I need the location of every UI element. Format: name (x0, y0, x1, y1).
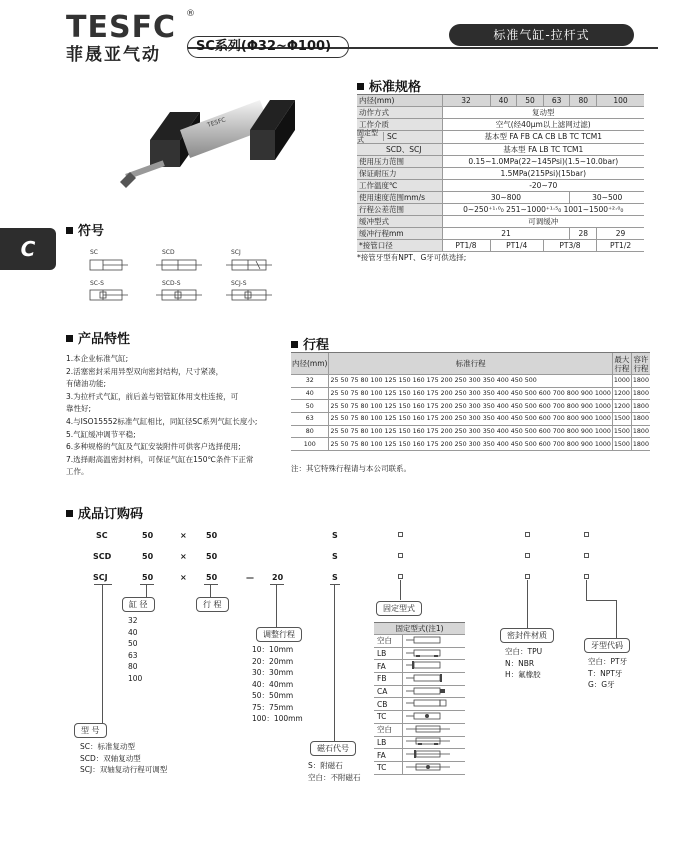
spec-value: 30~800 (442, 191, 570, 203)
table-row (291, 413, 650, 426)
spec-header-cell: 63 (543, 95, 570, 107)
mount-type-label: 固定型式 (357, 128, 378, 144)
spec-value: 可调缓冲 (442, 215, 644, 227)
mount-symbol-icon (402, 698, 465, 711)
feature-item: 7.选择耐高温密封材料，可保证气缸在150℃条件下正常 (66, 454, 254, 464)
stroke-table (291, 352, 650, 451)
magnet-option: 空白：不附磁石 (308, 772, 361, 782)
stroke-allow: 1800 (631, 387, 650, 400)
brand-logo-en: TESFC (66, 10, 177, 45)
spec-value: 0~250⁺¹·⁰₀ 251~1000⁺¹·⁵₀ 1001~1500⁺²·⁰₀ (442, 203, 644, 215)
spec-value: 空气(经40μm以上滤网过滤) (442, 119, 644, 131)
mount-scd: SCD、SCJ (357, 143, 442, 155)
stroke-tag: 行 程 (196, 597, 229, 612)
stroke-bore: 80 (291, 425, 329, 438)
model-tag: 型 号 (74, 723, 107, 738)
code-adjust: 20 (272, 573, 284, 582)
spec-value: PT1/8 (442, 239, 490, 251)
model-option: SC：标准复动型 (80, 742, 135, 751)
stroke-bore: 50 (291, 400, 329, 413)
symbol-label: SCD-S (162, 280, 181, 287)
adjust-option: 20：20mm (252, 656, 294, 666)
code-magnet: S (332, 573, 338, 582)
mount-tag: 固定型式 (376, 601, 422, 616)
mount-header: 固定型式(注1) (374, 623, 465, 635)
bore-option: 50 (128, 639, 138, 648)
spec-value: 29 (597, 227, 644, 239)
table-row (291, 387, 650, 400)
spec-header-cell: 80 (570, 95, 597, 107)
bore-option: 100 (128, 673, 143, 683)
stroke-standard: 25 50 75 80 100 125 150 160 175 200 250 300 350 400 450 500 600 700 800 900 1000 (329, 400, 612, 413)
bore-option: 80 (128, 662, 138, 671)
spec-label: 缓冲行程mm (357, 227, 442, 239)
spec-value: 21 (442, 227, 570, 239)
table-row (374, 698, 465, 711)
mount-symbol-icon (402, 749, 465, 762)
spec-label: 缓冲型式 (357, 215, 442, 227)
code-bore: 50 (142, 531, 154, 540)
spec-header-cell: 40 (490, 95, 517, 107)
feature-item: 4.与ISO15552标准气缸相比，同缸径SC系列气缸长度小; (66, 416, 258, 426)
spec-label: 保证耐压力 (357, 167, 442, 179)
table-row (374, 673, 465, 686)
spec-value: PT1/4 (490, 239, 543, 251)
code-model: SCD (93, 552, 112, 561)
adjust-option: 50：50mm (252, 691, 294, 700)
symbol-label: SC (90, 249, 98, 256)
symbol-label: SCD (162, 249, 175, 256)
features-list (66, 353, 286, 479)
code-x: × (180, 552, 187, 561)
mount-code: CB (374, 698, 402, 711)
mount-symbol-icon (402, 761, 465, 774)
stroke-bore: 63 (291, 413, 329, 426)
stroke-bore: 40 (291, 387, 329, 400)
feature-item: 3.为拉杆式气缸，前后盖与铝管缸体用支柱连接，可 (66, 391, 239, 401)
adjust-option: 75：75mm (252, 702, 294, 712)
table-row (374, 635, 465, 648)
spec-label (357, 128, 442, 144)
spec-note: *接管牙型有NPT、G牙可供选择; (357, 253, 467, 262)
table-row (291, 425, 650, 438)
spec-header-cell: 100 (597, 95, 644, 107)
spec-value: -20~70 (442, 179, 644, 191)
section-tab: C (0, 228, 56, 270)
table-row (374, 685, 465, 698)
mount-symbol-icon (402, 723, 465, 736)
stroke-max: 1200 (612, 400, 631, 413)
mount-code: TC (374, 711, 402, 724)
stroke-note: 注：其它特殊行程请与本公司联系。 (291, 464, 411, 473)
mount-code: CA (374, 685, 402, 698)
seal-option: 空白：TPU (505, 647, 543, 656)
feature-item: 2.活塞密封采用异型双向密封结构，尺寸紧凑， (66, 366, 224, 376)
table-row (374, 761, 465, 774)
stroke-max: 1000 (612, 375, 631, 388)
table-row (374, 749, 465, 762)
mount-code: LB (374, 647, 402, 660)
mount-code: FA (374, 660, 402, 673)
spec-value: 基本型 FA FB CA CB LB TC TCM1 (442, 131, 644, 144)
spec-label: 工作介质 (357, 119, 442, 131)
stroke-header-cell: 容许行程 (631, 353, 650, 375)
adjust-option: 100：100mm (252, 714, 303, 723)
feature-item: 1.本企业标准气缸; (66, 354, 129, 363)
table-row (374, 660, 465, 673)
spec-value: PT1/2 (597, 239, 644, 251)
mount-symbol-icon (402, 673, 465, 686)
table-row (291, 400, 650, 413)
code-model: SCJ (93, 573, 108, 582)
model-option: SCJ：双轴复动行程可调型 (80, 765, 168, 774)
brand-logo-cn: 菲晟亚气动 (66, 45, 161, 65)
page-title: 标准气缸-拉杆式 (449, 24, 634, 46)
mount-sc: SC (383, 132, 397, 141)
svg-text:TESFC: TESFC (206, 116, 227, 129)
magnet-tag: 磁石代号 (310, 741, 356, 756)
symbol-label: SC-S (90, 280, 104, 287)
seal-list (505, 646, 542, 681)
symbols-section-title: 符号 (66, 220, 104, 239)
thread-tag: 牙型代码 (584, 638, 630, 653)
stroke-header-cell: 最大行程 (612, 353, 631, 375)
stroke-section-title: 行程 (291, 334, 329, 353)
mount-symbol-icon (402, 647, 465, 660)
bore-option: 63 (128, 650, 138, 660)
stroke-standard: 25 50 75 80 100 125 150 160 175 200 250 300 350 400 450 500 600 700 800 900 1000 (329, 413, 612, 426)
stroke-allow: 1800 (631, 438, 650, 451)
stroke-standard: 25 50 75 80 100 125 150 160 175 200 250 300 350 400 450 500 600 700 800 900 1000 (329, 387, 612, 400)
mount-code: FA (374, 749, 402, 762)
mount-code: TC (374, 761, 402, 774)
spec-label: 使用压力范围 (357, 155, 442, 167)
symbol-label: SCJ (231, 249, 241, 256)
stroke-header-cell: 内径(mm) (291, 353, 329, 375)
feature-item: 5.气缸缓冲调节平稳; (66, 429, 136, 439)
magnet-option: S：附磁石 (308, 761, 343, 770)
seal-option: H：氟橡胶 (505, 670, 541, 679)
spec-label: 行程公差范围 (357, 203, 442, 215)
stroke-max: 1500 (612, 438, 631, 451)
thread-list (588, 656, 627, 691)
mount-table (374, 622, 465, 775)
code-magnet: S (332, 531, 338, 540)
thread-option: 空白：PT牙 (588, 657, 628, 666)
magnet-list (308, 760, 361, 783)
code-bore: 50 (142, 552, 154, 561)
registered-mark: ® (186, 9, 195, 19)
spec-value: 基本型 FA LB TC TCM1 (442, 143, 644, 155)
code-bore: 50 (142, 573, 154, 582)
table-row (291, 438, 650, 451)
symbol-label: SCJ-S (231, 280, 247, 287)
stroke-bore: 32 (291, 375, 329, 388)
mount-code: 空白 (374, 723, 402, 736)
mount-code: LB (374, 736, 402, 749)
spec-value: 0.15~1.0MPa(22~145Psi)(1.5~10.0bar) (442, 155, 644, 167)
code-model: SC (96, 531, 108, 540)
seal-tag: 密封件材质 (500, 628, 554, 643)
adjust-option: 10：10mm (252, 645, 294, 654)
code-x: × (180, 531, 187, 540)
code-stroke: 50 (206, 573, 218, 582)
spec-value: 复动型 (442, 107, 644, 119)
code-stroke: 50 (206, 552, 218, 561)
spec-label: 使用速度范围mm/s (357, 191, 442, 203)
stroke-standard: 25 50 75 80 100 125 150 160 175 200 250 300 350 400 450 500 600 700 800 900 1000 (329, 438, 612, 451)
stroke-max: 1200 (612, 387, 631, 400)
model-list (80, 741, 167, 776)
spec-header-cell: 50 (517, 95, 544, 107)
code-stroke: 50 (206, 531, 218, 540)
thread-option: T：NPT牙 (588, 668, 623, 678)
spec-label: *接管口径 (357, 239, 442, 251)
code-magnet: S (332, 552, 338, 561)
mount-code: 空白 (374, 635, 402, 648)
table-row (374, 736, 465, 749)
pneumatic-symbols-diagram (88, 256, 288, 304)
adjust-list (252, 644, 303, 725)
spec-value: 30~500 (570, 191, 644, 203)
mount-code: FB (374, 673, 402, 686)
stroke-max: 1500 (612, 413, 631, 426)
spec-label: 动作方式 (357, 107, 442, 119)
stroke-standard: 25 50 75 80 100 125 150 160 175 200 250 300 350 400 450 500 600 700 800 900 1000 (329, 425, 612, 438)
stroke-allow: 1800 (631, 400, 650, 413)
thread-option: G：G牙 (588, 680, 615, 689)
feature-item: 靠性好; (66, 404, 92, 414)
model-option: SCD：双轴复动型 (80, 753, 141, 763)
bore-list (128, 615, 142, 684)
cylinder-product-image (120, 92, 295, 202)
code-x: × (180, 573, 187, 582)
mount-symbol-icon (402, 711, 465, 724)
bore-tag: 缸 径 (122, 597, 155, 612)
bore-option: 32 (128, 616, 138, 625)
table-row (291, 375, 650, 388)
spec-value: 28 (570, 227, 597, 239)
stroke-allow: 1800 (631, 413, 650, 426)
stroke-standard: 25 50 75 80 100 125 150 160 175 200 250 300 350 400 450 500 (329, 375, 612, 388)
spec-section-title: 标准规格 (357, 76, 421, 95)
adjust-option: 40：40mm (252, 679, 294, 689)
stroke-header-cell: 标准行程 (329, 353, 612, 375)
mount-symbol-icon (402, 736, 465, 749)
stroke-allow: 1800 (631, 375, 650, 388)
adjust-option: 30：30mm (252, 668, 294, 677)
bore-option: 40 (128, 627, 138, 637)
mount-symbol-icon (402, 660, 465, 673)
spec-value: PT3/8 (543, 239, 596, 251)
stroke-max: 1500 (612, 425, 631, 438)
order-section-title: 成品订购码 (66, 503, 143, 522)
spec-table (357, 94, 644, 252)
feature-item: 6.多种规格的气缸及气缸安装附件可供客户选择使用; (66, 442, 241, 452)
features-section-title: 产品特性 (66, 328, 130, 347)
spec-header-cell: 32 (442, 95, 490, 107)
seal-option: N：NBR (505, 658, 535, 668)
table-row (374, 723, 465, 736)
mount-symbol-icon (402, 635, 465, 648)
table-row (374, 647, 465, 660)
spec-value: 1.5MPa(215Psi)(15bar) (442, 167, 644, 179)
stroke-allow: 1800 (631, 425, 650, 438)
stroke-bore: 100 (291, 438, 329, 451)
adjust-tag: 调整行程 (256, 627, 302, 642)
mount-symbol-icon (402, 685, 465, 698)
spec-header-cell: 内径(mm) (357, 95, 442, 107)
series-label: SC系列(Φ32~Φ100) (187, 36, 349, 58)
code-dash: — (246, 573, 254, 582)
spec-label: 工作温度℃ (357, 179, 442, 191)
feature-item: 工作。 (66, 467, 89, 477)
feature-item: 有储油功能; (66, 379, 107, 389)
table-row (374, 711, 465, 724)
